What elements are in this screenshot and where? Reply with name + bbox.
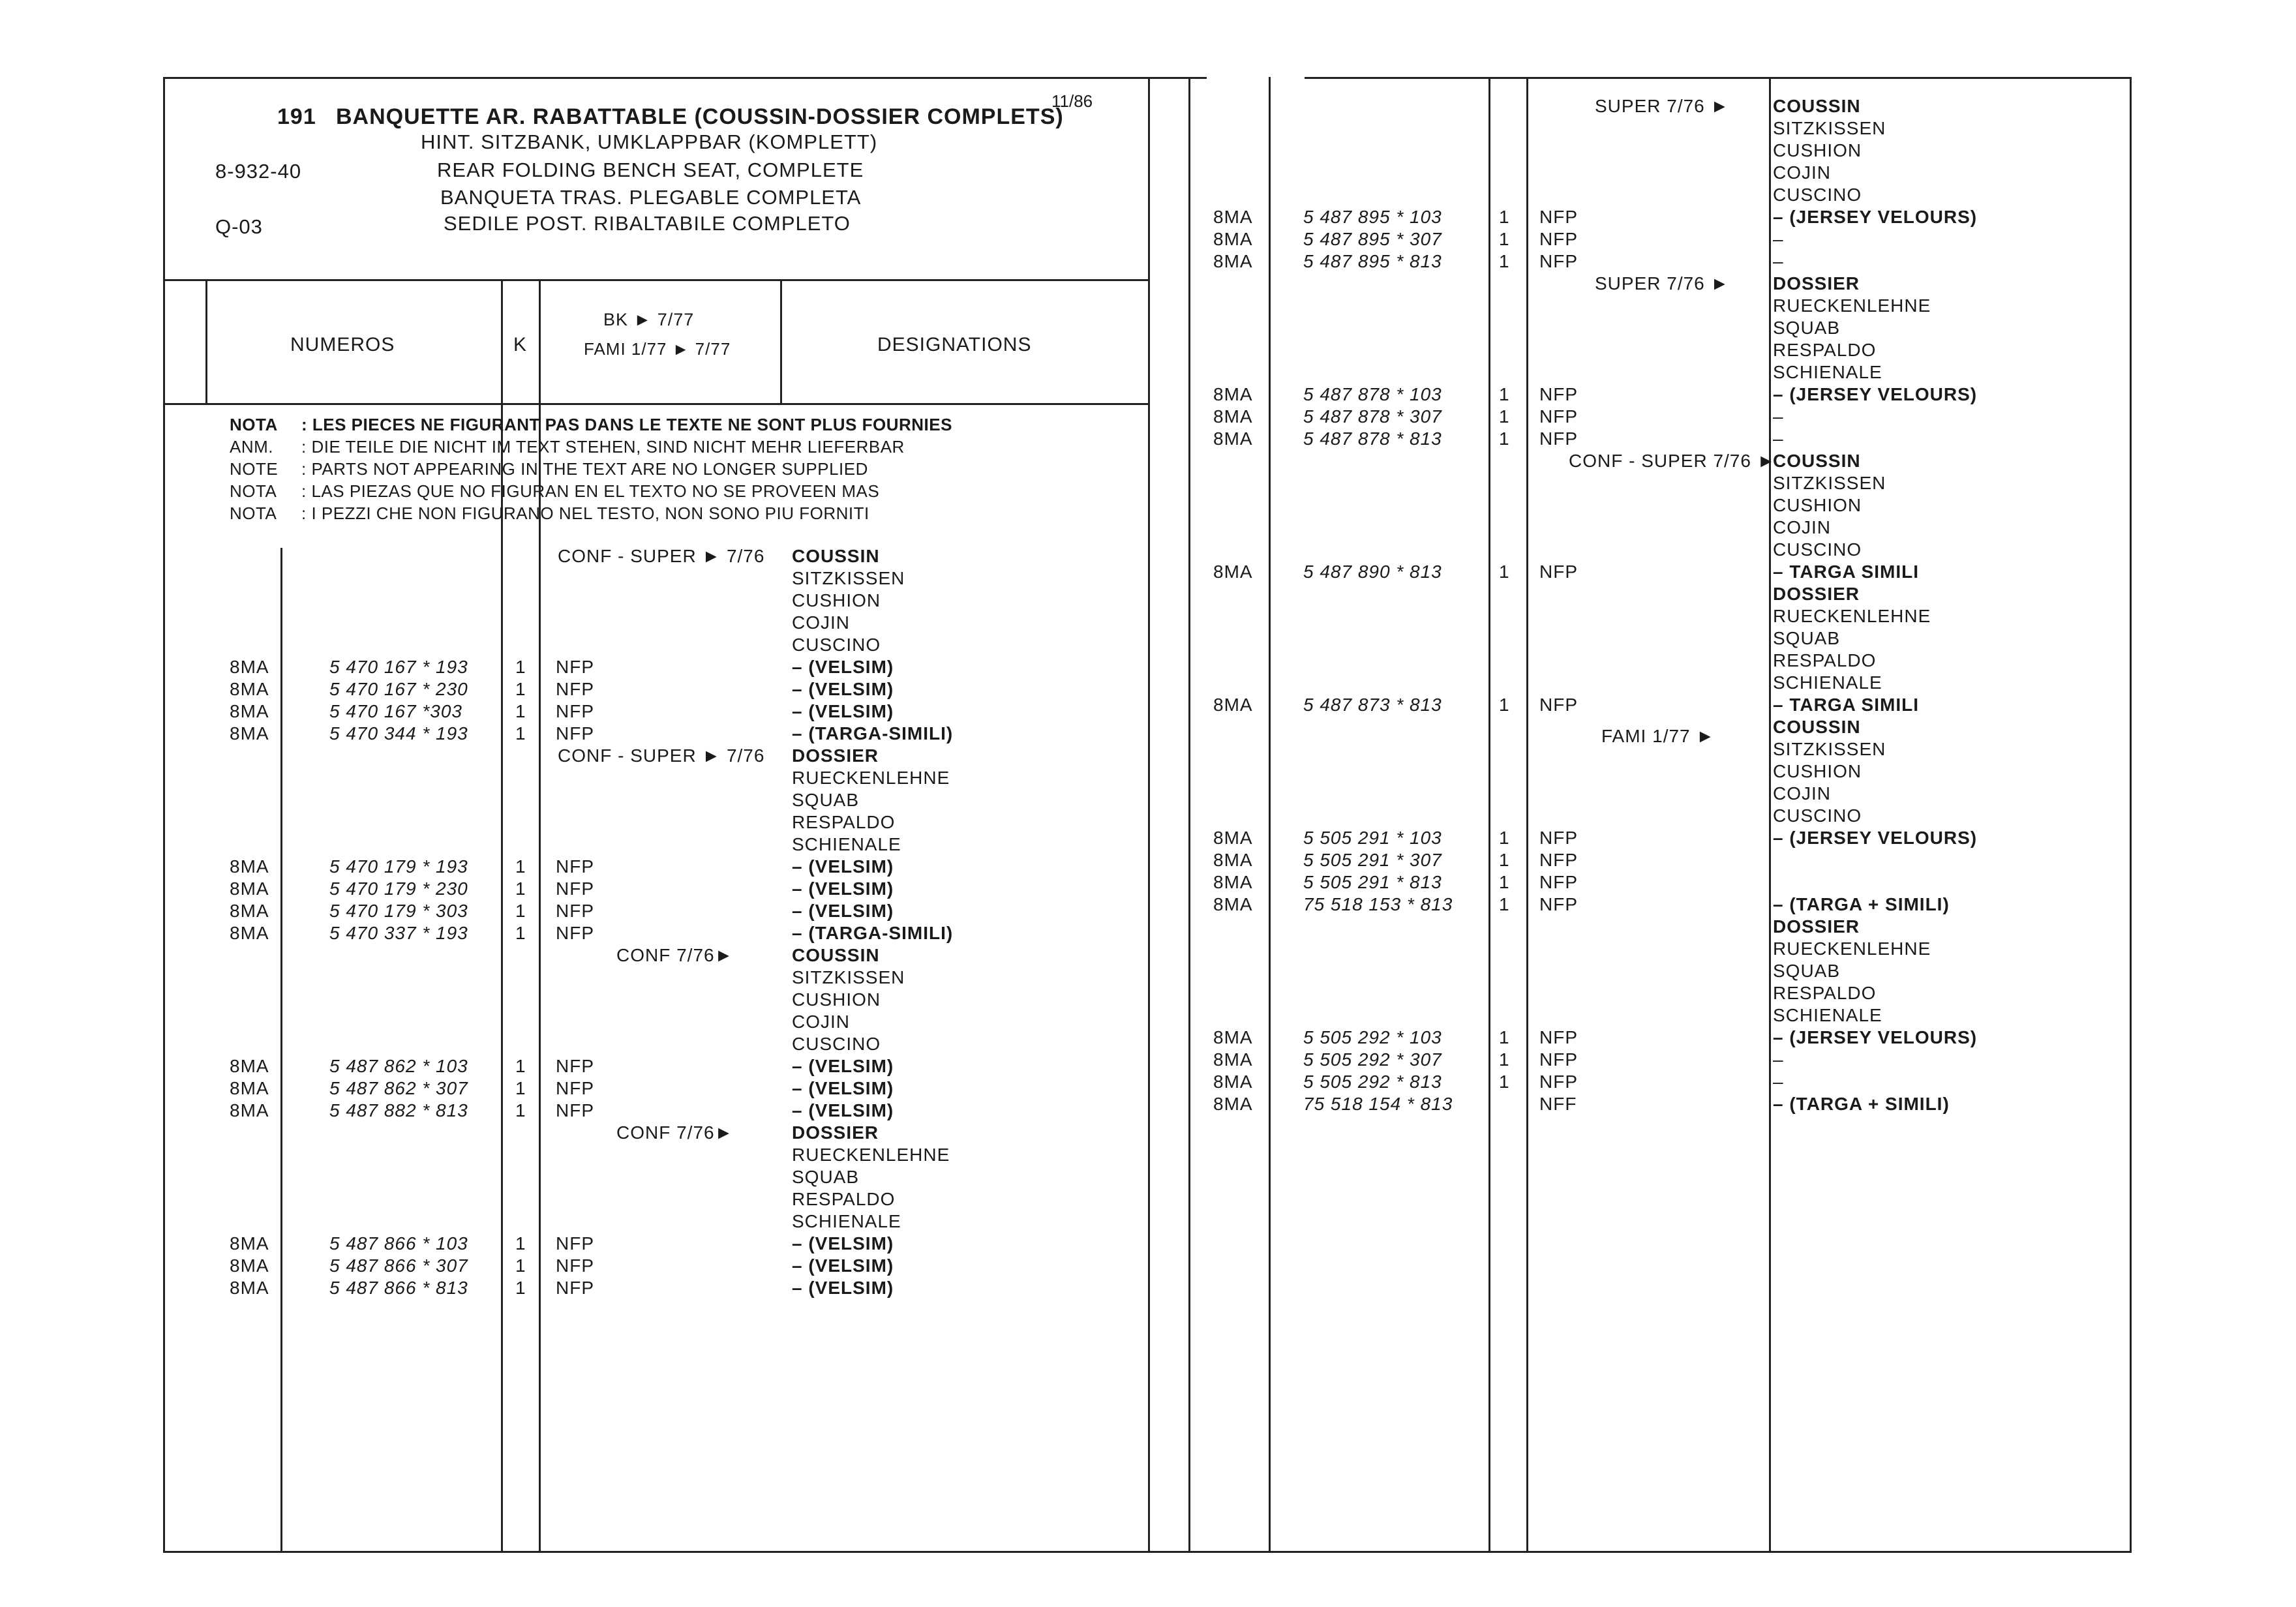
right-part-number: 5 505 291 * 103 [1303, 828, 1442, 848]
right-part-category: 8MA [1213, 1027, 1253, 1047]
right-part-ref: NFP [1539, 384, 1578, 404]
right-part-number: 5 505 292 * 813 [1303, 1072, 1442, 1092]
note-line [230, 459, 868, 479]
right-part-ref: NFP [1539, 1027, 1578, 1047]
right-part-ref: NFP [1539, 695, 1578, 715]
left-part-category: 8MA [230, 1078, 269, 1098]
left-designation: – (VELSIM) [792, 1056, 894, 1076]
right-designation: RUECKENLEHNE [1773, 606, 1931, 626]
right-designation: CUSCINO [1773, 185, 1862, 205]
note-text: : I PEZZI CHE NON FIGURANO NEL TESTO, NON SONO PIU FORNITI [301, 503, 869, 523]
right-part-k: 1 [1499, 229, 1510, 249]
col-left-margin [205, 279, 207, 403]
left-part-ref: NFP [556, 923, 594, 943]
note-text: : PARTS NOT APPEARING IN THE TEXT ARE NO LONGER SUPPLIED [301, 459, 868, 479]
right-designation: SITZKISSEN [1773, 118, 1886, 138]
left-designation: – (VELSIM) [792, 1078, 894, 1098]
right-designation: CUSCINO [1773, 805, 1862, 826]
subtitle-it: SEDILE POST. RIBALTABILE COMPLETO [444, 212, 851, 235]
left-part-number: 5 487 862 * 307 [329, 1078, 468, 1098]
subtitle-es: BANQUETA TRAS. PLEGABLE COMPLETA [440, 186, 862, 209]
note-line [230, 481, 879, 502]
right-designation: SCHIENALE [1773, 362, 1882, 382]
left-part-ref: NFP [556, 701, 594, 721]
right-designation [1773, 849, 1977, 871]
right-designation: – (JERSEY VELOURS) [1773, 828, 1978, 848]
left-part-ref: NFP [556, 1078, 594, 1098]
left-part-category: 8MA [230, 1056, 269, 1076]
right-designation: DOSSIER [1773, 273, 1860, 293]
note-text: : LES PIECES NE FIGURANT PAS DANS LE TEXTE NE SONT PLUS FOURNIES [301, 415, 952, 434]
left-part-k: 1 [515, 1056, 526, 1076]
issue-date: 11/86 [1051, 91, 1093, 111]
left-designation: SCHIENALE [792, 834, 901, 854]
right-designation: DOSSIER [1773, 584, 1860, 604]
left-part-k: 1 [515, 723, 526, 743]
left-part-category: 8MA [230, 879, 269, 899]
left-designation: RESPALDO [792, 1189, 896, 1209]
left-part-number: 5 487 862 * 103 [329, 1056, 468, 1076]
page-title: BANQUETTE AR. RABATTABLE (COUSSIN-DOSSIER COMPLETS) [336, 104, 1064, 129]
right-designation: COJIN [1773, 783, 1831, 804]
right-part-category: 8MA [1213, 384, 1253, 404]
note-line [230, 437, 905, 457]
right-designation: – (JERSEY VELOURS) [1773, 1027, 1978, 1047]
left-part-category: 8MA [230, 1255, 269, 1276]
left-designations [792, 545, 953, 1299]
left-part-ref: NFP [556, 723, 594, 743]
frame-left [163, 77, 165, 1551]
left-designation: – (VELSIM) [792, 1233, 894, 1254]
left-designation: SCHIENALE [792, 1211, 901, 1231]
r-col-line-k2 [1526, 77, 1528, 1551]
left-designation: DOSSIER [792, 745, 879, 766]
colhead-divider [163, 403, 1148, 405]
frame-top-left [163, 77, 1207, 79]
right-part-k: 1 [1499, 894, 1510, 914]
right-part-ref: NFP [1539, 229, 1578, 249]
right-designation [1773, 871, 1977, 894]
right-part-category: 8MA [1213, 828, 1253, 848]
right-designation: COJIN [1773, 517, 1831, 537]
note-text: : LAS PIEZAS QUE NO FIGURAN EN EL TEXTO NO SE PROVEEN MAS [301, 481, 880, 501]
left-designation: CUSCINO [792, 1034, 881, 1054]
col-line-a [280, 548, 282, 1551]
right-part-ref: NFP [1539, 872, 1578, 892]
right-designation: – [1773, 1072, 1784, 1092]
right-part-k: 1 [1499, 251, 1510, 271]
left-part-category: 8MA [230, 1100, 269, 1120]
right-part-ref: NFP [1539, 828, 1578, 848]
right-designation: – (JERSEY VELOURS) [1773, 384, 1978, 404]
left-part-category: 8MA [230, 923, 269, 943]
right-part-number: 5 487 878 * 307 [1303, 406, 1442, 427]
note-text: : DIE TEILE DIE NICHT IM TEXT STEHEN, SIND NICHT MEHR LIEFERBAR [301, 437, 905, 457]
right-designation: – TARGA SIMILI [1773, 562, 1919, 582]
left-part-k: 1 [515, 1255, 526, 1276]
right-designation: – [1773, 406, 1784, 427]
subtitle-de: HINT. SITZBANK, UMKLAPPBAR (KOMPLETT) [421, 130, 878, 153]
left-designation: DOSSIER [792, 1122, 879, 1143]
section-code: Q-03 [215, 215, 263, 238]
right-designation: RESPALDO [1773, 983, 1877, 1003]
right-part-k: 1 [1499, 695, 1510, 715]
left-part-category: 8MA [230, 723, 269, 743]
right-part-ref: NFP [1539, 562, 1578, 582]
right-designation: CUSHION [1773, 140, 1862, 160]
right-designation: – [1773, 1049, 1784, 1070]
left-designation: COJIN [792, 612, 850, 633]
col-header-fami: FAMI 1/77 ► 7/77 [584, 339, 731, 359]
right-part-ref: NFP [1539, 850, 1578, 870]
left-part-number: 5 487 866 * 103 [329, 1233, 468, 1254]
left-part-category: 8MA [230, 856, 269, 877]
right-designation: – (TARGA + SIMILI) [1773, 1094, 1950, 1114]
right-designation: – (JERSEY VELOURS) [1773, 207, 1978, 227]
left-part-number: 5 470 167 *303 [329, 701, 462, 721]
left-part-number: 5 487 866 * 307 [329, 1255, 468, 1276]
left-part-ref: NFP [556, 879, 594, 899]
frame-bottom [163, 1551, 2132, 1553]
left-part-number: 5 487 882 * 813 [329, 1100, 468, 1120]
right-part-category: 8MA [1213, 850, 1253, 870]
left-part-k: 1 [515, 1078, 526, 1098]
left-part-category: 8MA [230, 1278, 269, 1298]
left-designation: – (VELSIM) [792, 901, 894, 921]
frame-right [2130, 77, 2132, 1551]
right-part-ref: NFP [1539, 428, 1578, 449]
left-designation: CUSHION [792, 590, 881, 610]
right-designation: RESPALDO [1773, 340, 1877, 360]
left-part-k: 1 [515, 1100, 526, 1120]
right-part-category: 8MA [1213, 229, 1253, 249]
left-designation: – (VELSIM) [792, 701, 894, 721]
left-part-ref: NFP [556, 657, 594, 677]
right-designation: COUSSIN [1773, 96, 1861, 116]
note-lang: ANM. [230, 437, 273, 457]
left-designation: – (VELSIM) [792, 879, 894, 899]
note-line [230, 503, 869, 524]
right-designation: RUECKENLEHNE [1773, 939, 1931, 959]
right-part-k: 1 [1499, 1049, 1510, 1070]
left-part-number: 5 470 167 * 193 [329, 657, 468, 677]
right-designation: – [1773, 229, 1784, 249]
right-condition-1: SUPER 7/76 ► [1595, 96, 1730, 116]
note-line [230, 415, 952, 435]
right-part-category: 8MA [1213, 251, 1253, 271]
right-designation: COUSSIN [1773, 717, 1861, 737]
left-part-number: 5 470 344 * 193 [329, 723, 468, 743]
right-designation: SQUAB [1773, 628, 1841, 648]
right-part-number: 5 505 292 * 307 [1303, 1049, 1442, 1070]
right-part-number: 5 505 291 * 813 [1303, 872, 1442, 892]
note-lang: NOTE [230, 459, 279, 479]
left-part-ref: NFP [556, 1278, 594, 1298]
right-designation: SCHIENALE [1773, 672, 1882, 693]
left-part-number: 5 470 179 * 193 [329, 856, 468, 877]
note-lang: NOTA [230, 503, 277, 523]
left-designation: – (VELSIM) [792, 1278, 894, 1298]
left-designation: – (VELSIM) [792, 856, 894, 877]
left-part-k: 1 [515, 657, 526, 677]
left-part-category: 8MA [230, 901, 269, 921]
right-part-category: 8MA [1213, 428, 1253, 449]
left-designation: COJIN [792, 1012, 850, 1032]
right-part-number: 5 505 291 * 307 [1303, 850, 1442, 870]
right-part-ref: NFP [1539, 1072, 1578, 1092]
right-part-k: 1 [1499, 1027, 1510, 1047]
right-part-ref: NFP [1539, 207, 1578, 227]
right-designation: – [1773, 251, 1784, 271]
left-designation: COUSSIN [792, 546, 880, 566]
left-part-ref: NFP [556, 1233, 594, 1254]
right-part-category: 8MA [1213, 207, 1253, 227]
left-part-ref: NFP [556, 679, 594, 699]
right-part-number: 75 518 154 * 813 [1303, 1094, 1453, 1114]
col-line-desc [780, 279, 782, 403]
right-part-number: 5 487 890 * 813 [1303, 562, 1442, 582]
page-number: 191 [277, 104, 316, 129]
left-designation: RESPALDO [792, 812, 896, 832]
right-condition-4: FAMI 1/77 ► [1601, 726, 1715, 746]
left-condition-4: CONF 7/76► [616, 1122, 734, 1143]
right-part-number: 5 505 292 * 103 [1303, 1027, 1442, 1047]
right-part-k: 1 [1499, 850, 1510, 870]
left-part-k: 1 [515, 1233, 526, 1254]
left-designation: – (TARGA-SIMILI) [792, 923, 954, 943]
left-designation: CUSCINO [792, 635, 881, 655]
right-designation: – (TARGA + SIMILI) [1773, 894, 1950, 914]
col-header-k: K [513, 334, 528, 355]
right-part-number: 5 487 873 * 813 [1303, 695, 1442, 715]
right-part-number: 5 487 895 * 307 [1303, 229, 1442, 249]
left-part-ref: NFP [556, 901, 594, 921]
left-designation: SITZKISSEN [792, 568, 905, 588]
left-condition-1: CONF - SUPER ► 7/76 [558, 546, 765, 566]
left-part-k: 1 [515, 701, 526, 721]
right-part-category: 8MA [1213, 695, 1253, 715]
right-part-number: 5 487 895 * 103 [1303, 207, 1442, 227]
right-designation: SQUAB [1773, 961, 1841, 981]
right-condition-2: SUPER 7/76 ► [1595, 273, 1730, 293]
col-line-panel-sep2 [1188, 77, 1190, 1551]
right-part-k: 1 [1499, 428, 1510, 449]
right-condition-3: CONF - SUPER 7/76 ► [1569, 451, 1776, 471]
right-part-category: 8MA [1213, 1049, 1253, 1070]
left-designation: SQUAB [792, 790, 860, 810]
left-part-category: 8MA [230, 701, 269, 721]
right-part-k: 1 [1499, 207, 1510, 227]
left-condition-3: CONF 7/76► [616, 945, 734, 965]
r-col-line-k1 [1488, 77, 1490, 1551]
left-designation: SQUAB [792, 1167, 860, 1187]
left-part-number: 5 487 866 * 813 [329, 1278, 468, 1298]
right-part-category: 8MA [1213, 872, 1253, 892]
left-part-k: 1 [515, 923, 526, 943]
right-designation: – TARGA SIMILI [1773, 695, 1919, 715]
right-designation: – [1773, 428, 1784, 449]
right-designation: CUSCINO [1773, 539, 1862, 560]
subtitle-en: REAR FOLDING BENCH SEAT, COMPLETE [437, 158, 864, 181]
left-designation: – (VELSIM) [792, 1255, 894, 1276]
left-part-k: 1 [515, 1278, 526, 1298]
note-lang: NOTA [230, 481, 277, 501]
right-designation: CUSHION [1773, 761, 1862, 781]
left-part-category: 8MA [230, 679, 269, 699]
right-part-k: 1 [1499, 1072, 1510, 1092]
right-part-category: 8MA [1213, 1094, 1253, 1114]
right-designation: COUSSIN [1773, 451, 1861, 471]
right-part-ref: NFP [1539, 406, 1578, 427]
frame-top-right [1305, 77, 2132, 79]
left-designation: COUSSIN [792, 945, 880, 965]
right-part-k: 1 [1499, 384, 1510, 404]
left-part-ref: NFP [556, 1100, 594, 1120]
left-part-category: 8MA [230, 1233, 269, 1254]
left-designation: RUECKENLEHNE [792, 768, 950, 788]
right-part-number: 5 487 878 * 813 [1303, 428, 1442, 449]
right-part-number: 75 518 153 * 813 [1303, 894, 1453, 914]
left-part-number: 5 470 167 * 230 [329, 679, 468, 699]
col-header-numeros: NUMEROS [290, 334, 395, 355]
right-designation: SCHIENALE [1773, 1005, 1882, 1025]
right-designation: SITZKISSEN [1773, 473, 1886, 493]
right-part-category: 8MA [1213, 562, 1253, 582]
left-designation: RUECKENLEHNE [792, 1145, 950, 1165]
left-part-ref: NFP [556, 1255, 594, 1276]
right-designation: DOSSIER [1773, 916, 1860, 937]
left-part-k: 1 [515, 856, 526, 877]
right-part-number: 5 487 895 * 813 [1303, 251, 1442, 271]
right-part-category: 8MA [1213, 406, 1253, 427]
left-designation: – (VELSIM) [792, 657, 894, 677]
left-condition-2: CONF - SUPER ► 7/76 [558, 745, 765, 766]
right-designation: COJIN [1773, 162, 1831, 183]
right-part-k: 1 [1499, 406, 1510, 427]
right-designation: SQUAB [1773, 318, 1841, 338]
right-part-k: 1 [1499, 562, 1510, 582]
left-part-ref: NFP [556, 856, 594, 877]
right-designation: RUECKENLEHNE [1773, 295, 1931, 316]
right-designation: SITZKISSEN [1773, 739, 1886, 759]
right-designation: CUSHION [1773, 495, 1862, 515]
left-designation: – (VELSIM) [792, 679, 894, 699]
left-designation: – (TARGA-SIMILI) [792, 723, 954, 743]
right-part-k: 1 [1499, 872, 1510, 892]
left-designation: CUSHION [792, 989, 881, 1010]
right-part-ref: NFF [1539, 1094, 1577, 1114]
header-divider [163, 279, 1148, 281]
col-line-panel-sep1 [1148, 77, 1150, 1551]
reference-number: 8-932-40 [215, 160, 302, 183]
left-designation: SITZKISSEN [792, 967, 905, 987]
left-part-number: 5 470 337 * 193 [329, 923, 468, 943]
r-col-line-a [1269, 77, 1271, 1551]
right-part-category: 8MA [1213, 894, 1253, 914]
right-part-ref: NFP [1539, 1049, 1578, 1070]
right-part-k: 1 [1499, 828, 1510, 848]
left-designation: – (VELSIM) [792, 1100, 894, 1120]
left-part-category: 8MA [230, 657, 269, 677]
col-header-designations: DESIGNATIONS [877, 334, 1032, 355]
right-designation: RESPALDO [1773, 650, 1877, 670]
note-lang: NOTA [230, 415, 278, 434]
right-designations [1773, 95, 1977, 1115]
col-header-bk: BK ► 7/77 [603, 310, 695, 329]
right-part-ref: NFP [1539, 894, 1578, 914]
left-part-k: 1 [515, 679, 526, 699]
left-part-ref: NFP [556, 1056, 594, 1076]
left-part-number: 5 470 179 * 230 [329, 879, 468, 899]
left-part-k: 1 [515, 879, 526, 899]
right-part-ref: NFP [1539, 251, 1578, 271]
left-part-k: 1 [515, 901, 526, 921]
r-col-line-desc [1769, 77, 1771, 1551]
left-part-number: 5 470 179 * 303 [329, 901, 468, 921]
right-part-category: 8MA [1213, 1072, 1253, 1092]
right-part-number: 5 487 878 * 103 [1303, 384, 1442, 404]
